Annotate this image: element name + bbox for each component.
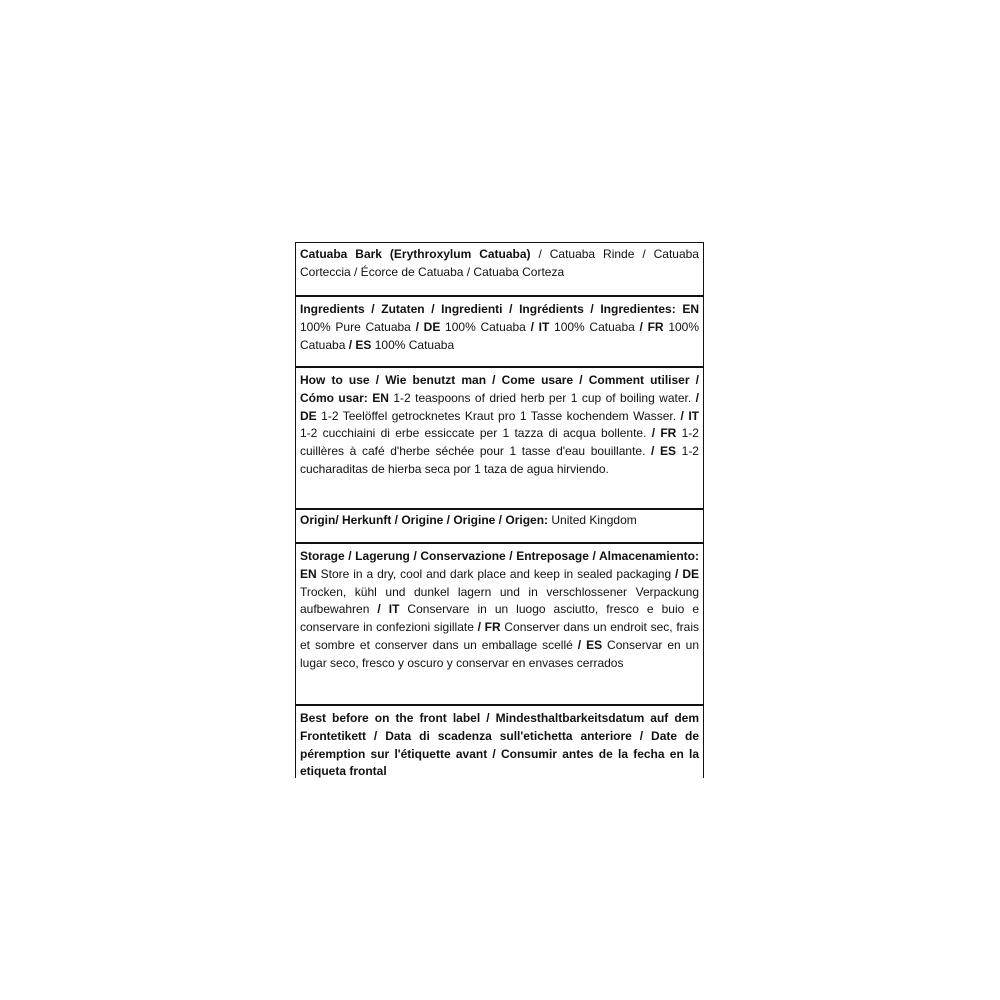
how-to-use-de: 1-2 Teelöffel getrocknetes Kraut pro 1 Tasse kochendem Wasser. [316, 408, 681, 423]
divider [296, 366, 703, 368]
how-to-use-es: 1-2 cucharaditas de hierba seca por 1 taza de agua hirviendo. [300, 444, 699, 476]
origin-value: United Kingdom [548, 513, 637, 527]
how-to-use-fr: 1-2 cuillères à café d'herbe séchée pour 1 tasse d'eau bouillante. [300, 426, 699, 459]
ingredients-en: 100% Pure Catuaba [300, 319, 416, 334]
how-to-use-en: 1-2 teaspoons of dried herb per 1 cup of boiling water. [388, 390, 696, 405]
storage-en-tag: EN [300, 566, 317, 581]
origin-heading: Origin/ Herkunft / Origine / Origine / Origen: [300, 513, 549, 527]
storage-de: Trocken, kühl und dunkel lagern und in verschlossener Verpackung aufbewahren [300, 584, 699, 617]
storage-it: Conservare in un luogo asciutto, fresco e buio e conservare in confezioni sigillate [300, 602, 699, 635]
storage-heading: Storage / Lagerung / Conservazione / Entreposage / Almacenamiento: [300, 549, 699, 563]
storage-en: Store in a dry, cool and dark place and keep in sealed packaging [316, 566, 676, 581]
how-to-use-de-tag: / DE [300, 390, 699, 423]
how-to-use-it-tag: / IT [680, 408, 699, 423]
ingredients-es-tag: / ES [348, 337, 372, 352]
storage-fr-tag: / FR [477, 620, 501, 635]
product-title-translations: / Catuaba Rinde / Catuaba Corteccia / Écorce de Catuaba / Catuaba Corteza [300, 247, 699, 279]
ingredients-en-tag: EN [675, 302, 699, 316]
storage-it-tag: / IT [377, 602, 400, 617]
ingredients-fr-tag: / FR [639, 319, 664, 334]
storage-de-tag: / DE [675, 566, 699, 581]
ingredients-heading: Ingredients / Zutaten / Ingredienti / Ingrédients / Ingredientes: [300, 302, 676, 316]
divider [296, 704, 703, 706]
ingredients-it: 100% Catuaba [549, 319, 640, 334]
storage-fr: Conserver dans un endroit sec, frais et sombre et conserver dans un emballage scellé [300, 620, 699, 652]
product-label [295, 242, 704, 778]
best-before-text: Best before on the front label / Mindesthaltbarkeitsdatum auf dem Frontetikett / Data di scadenza sull'etichetta anteriore / Date de péremption sur l'étiquette avant / Consumir antes de la fecha en la etiqueta frontal [300, 711, 699, 778]
storage-es: Conservar en un lugar seco, fresco y oscuro y conservar en envases cerrados [300, 637, 699, 670]
how-to-use-en-tag: EN [367, 390, 389, 405]
ingredients-de-tag: / DE [415, 319, 441, 334]
best-before-section [300, 710, 699, 778]
ingredients-section [300, 301, 699, 354]
divider [296, 542, 703, 544]
divider [296, 295, 703, 297]
storage-section [300, 548, 699, 673]
product-title [300, 246, 699, 282]
storage-es-tag: / ES [577, 637, 603, 652]
product-title-latin: Catuaba Bark (Erythroxylum Catuaba) [300, 247, 531, 261]
how-to-use-es-tag: / ES [651, 444, 677, 459]
ingredients-de: 100% Catuaba [440, 319, 531, 334]
ingredients-fr: 100% Catuaba [300, 319, 700, 352]
how-to-use-section [300, 372, 699, 479]
ingredients-es: 100% Catuaba [371, 337, 455, 352]
ingredients-it-tag: / IT [530, 319, 550, 334]
how-to-use-it: 1-2 cucchiaini di erbe essiccate per 1 tazza di acqua bollente. [300, 426, 652, 441]
how-to-use-fr-tag: / FR [651, 426, 677, 441]
divider [296, 508, 703, 510]
how-to-use-heading: How to use / Wie benutzt man / Come usare / Comment utiliser / Cómo usar: [300, 373, 699, 405]
origin-section [300, 512, 699, 530]
